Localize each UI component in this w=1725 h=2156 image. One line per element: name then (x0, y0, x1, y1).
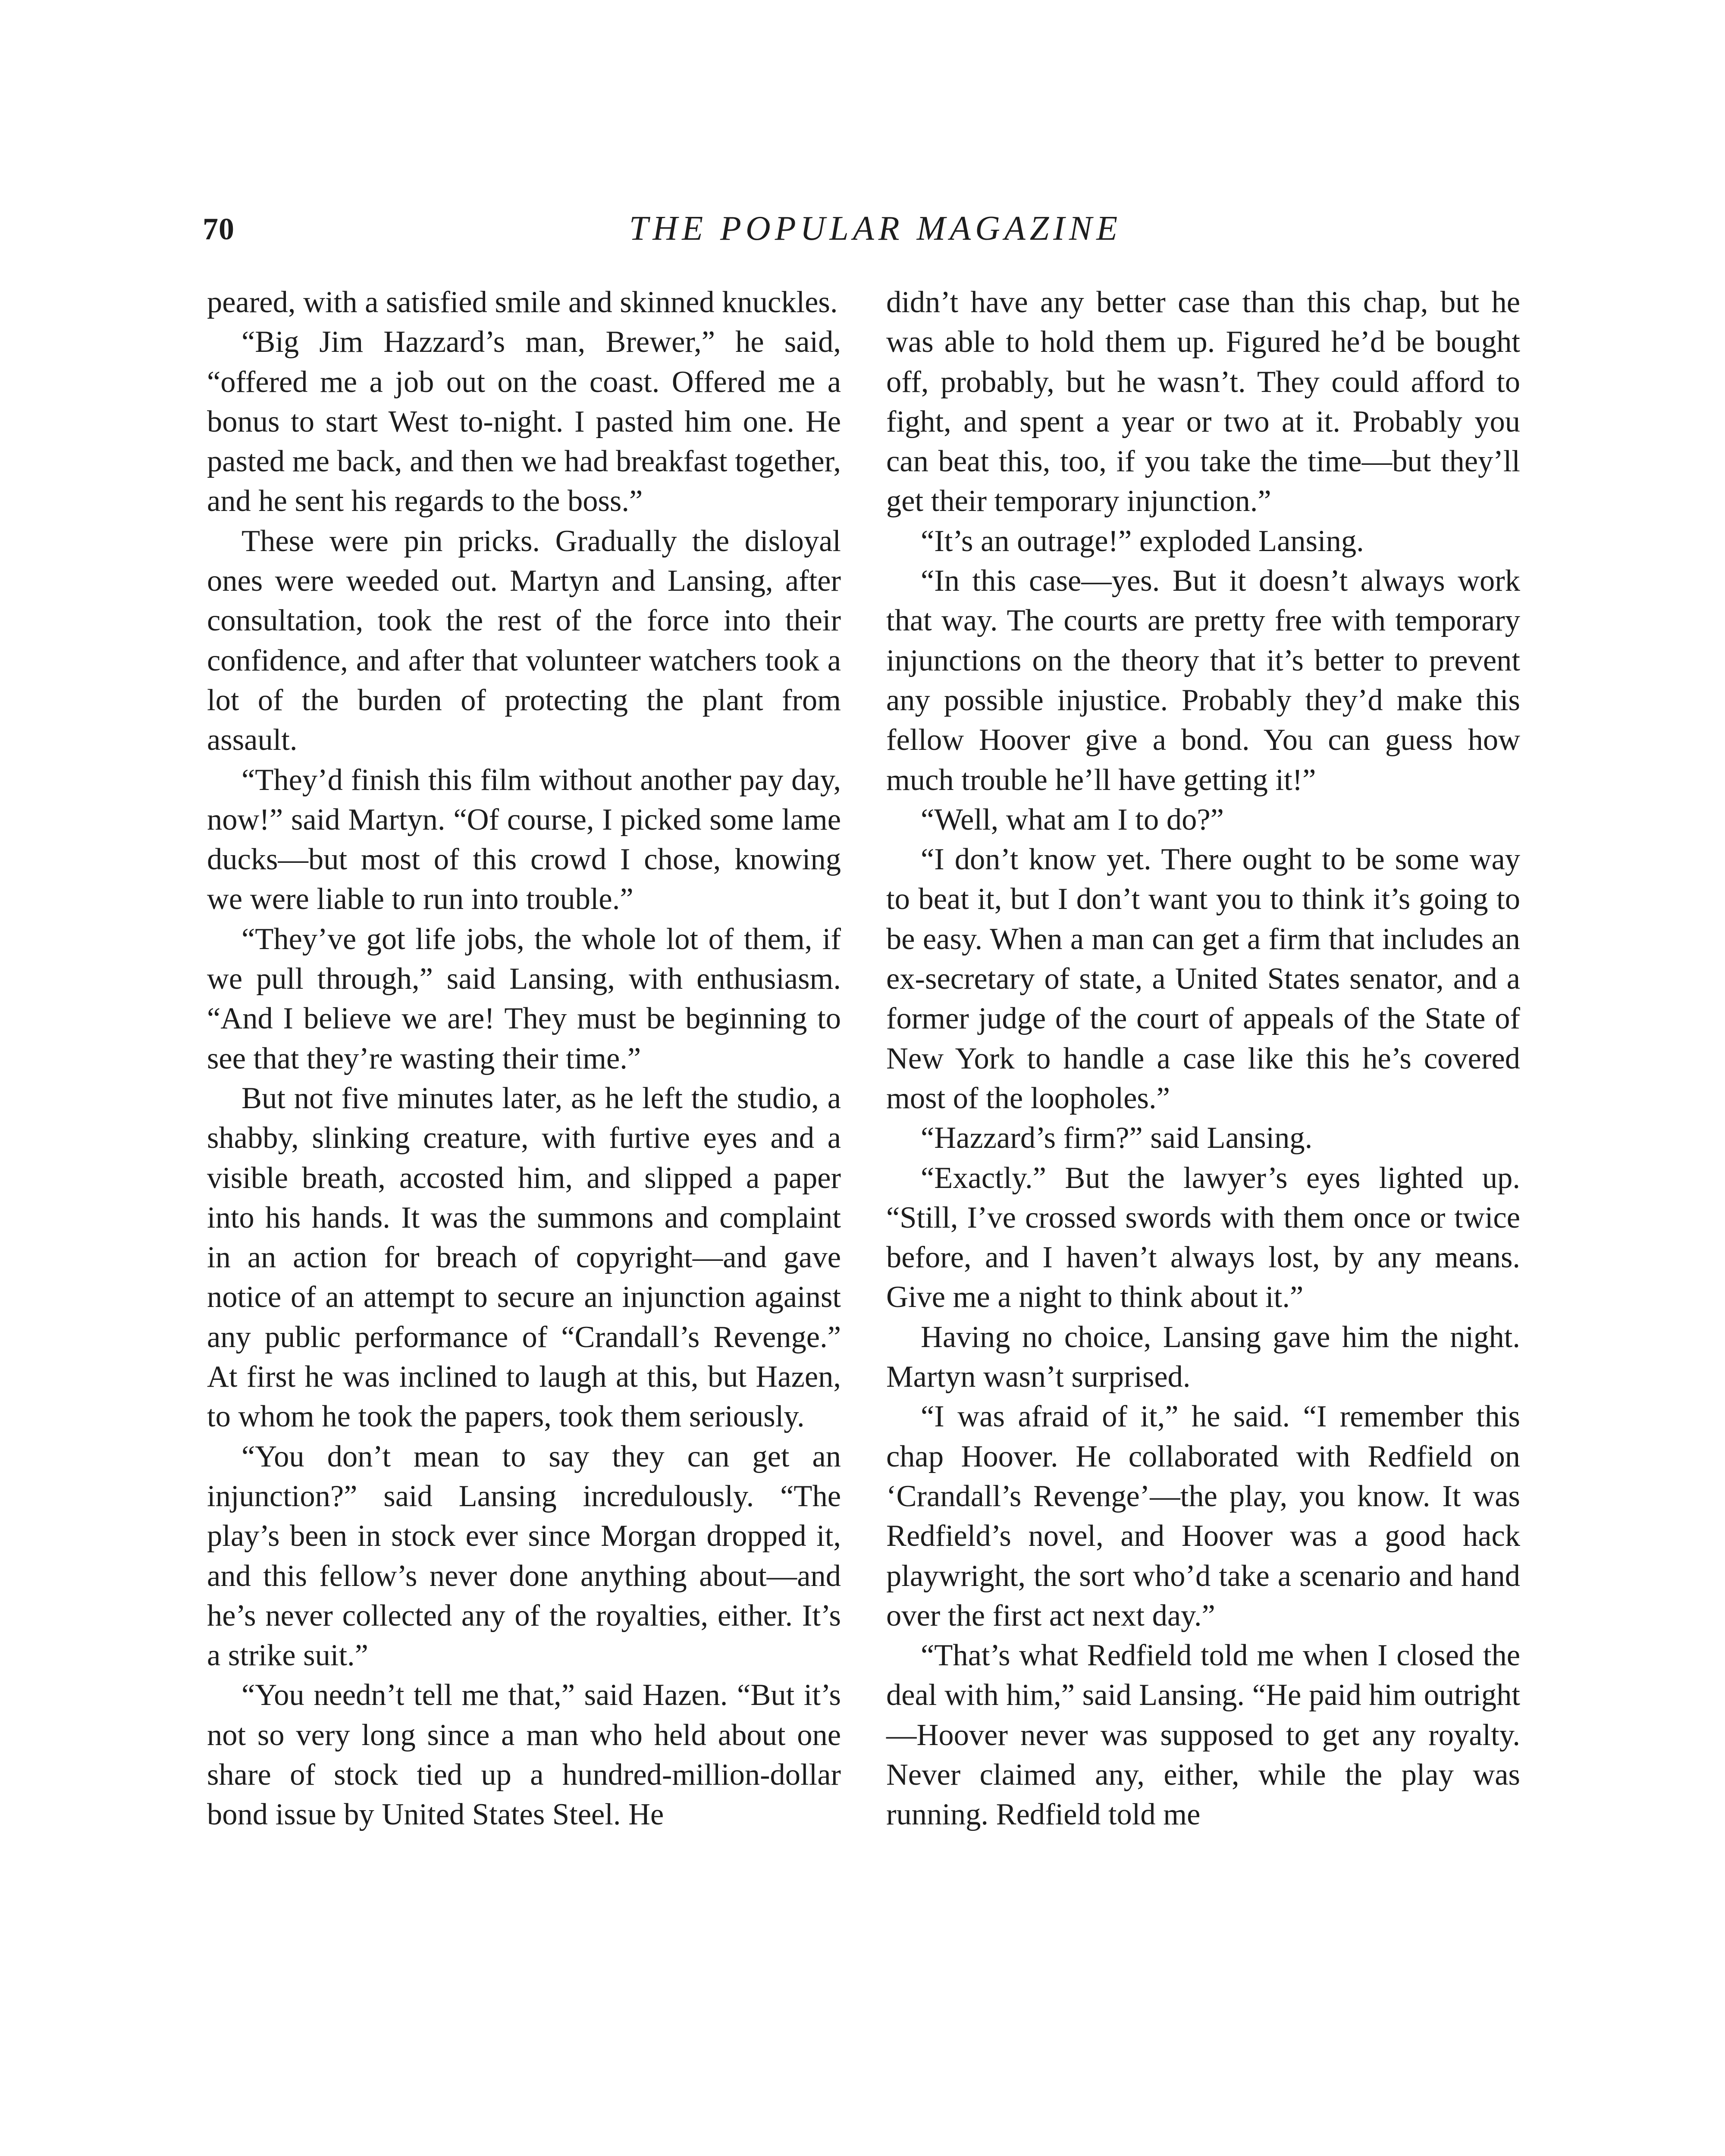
paragraph: “It’s an outrage!” exploded Lansing. (921, 524, 1364, 558)
paragraph: “Hazzard’s firm?” said Lansing. (921, 1121, 1313, 1155)
paragraph: peared, with a satisfied smile and skinned knuckles. (207, 285, 838, 319)
paragraph: “Well, what am I to do?” (921, 802, 1224, 837)
page-number: 70 (203, 212, 235, 246)
paragraph: “That’s what Redfield told me when I closed the deal with him,” said Lansing. “He paid him outright—Hoover never was supposed to get any royalty. Never claimed any, either, while the play was running. Redfield told me (886, 1639, 1520, 1832)
paragraph: “In this case—yes. But it doesn’t always work that way. The courts are pretty free with temporary injunctions on the theory that it’s better to prevent any possible injustice. Probably they’d make this fellow Hoover give a bond. You can guess how much trouble he’ll have getting it!” (886, 564, 1520, 797)
paragraph: “Exactly.” But the lawyer’s eyes lighted up. “Still, I’ve crossed swords with them once or twice before, and I haven’t always lost, by any means. Give me a night to think about it.” (886, 1161, 1520, 1314)
paragraph: “I was afraid of it,” he said. “I remember this chap Hoover. He collaborated with Redfield on ‘Crandall’s Revenge’—the play, you know. It was Redfield’s novel, and Hoover was a good hack playwright, the sort who’d take a scenario and hand over the first act next day.” (886, 1400, 1520, 1633)
paragraph: “Big Jim Hazzard’s man, Brewer,” he said, “offered me a job out on the coast. Offered me a bonus to start West to-night. I pasted him one. He pasted me back, and then we had breakfast together, and he sent his regards to the boss.” (207, 325, 841, 518)
paragraph: “They’ve got life jobs, the whole lot of them, if we pull through,” said Lansing, with enthusiasm. “And I believe we are! They must be beginning to see that they’re wasting their time.” (207, 922, 841, 1075)
paragraph: didn’t have any better case than this chap, but he was able to hold them up. Figured he’d be bought off, probably, but he wasn’t. They could afford to fight, and spent a year or two at it. Probably you can beat this, too, if you take the time—but they’ll get their temporary injunction.” (886, 285, 1520, 518)
paragraph: “They’d finish this film without another pay day, now!” said Martyn. “Of course, I picked some lame ducks—but most of this crowd I chose, knowing we were liable to run into trouble.” (207, 763, 841, 916)
running-head: THE POPULAR MAGAZINE (629, 210, 1122, 248)
paragraph: “I don’t know yet. There ought to be some way to beat it, but I don’t want you to think it’s going to be easy. When a man can get a firm that includes an ex-secretary of state, a United States senator, and a former judge of the court of appeals of the State of New York to handle a case like this he’s covered most of the loopholes.” (886, 843, 1520, 1115)
paragraph: “You needn’t tell me that,” said Hazen. “But it’s not so very long since a man who held about one share of stock tied up a hundred-million-dollar bond issue by United States Steel. He (207, 1678, 841, 1832)
paragraph: But not five minutes later, as he left the studio, a shabby, slinking creature, with furtive eyes and a visible breath, accosted him, and slipped a paper into his hands. It was the summons and complaint in an action for breach of copyright—and gave notice of an attempt to secure an injunction against any public performance of “Crandall’s Revenge.” At first he was inclined to laugh at this, but Hazen, to whom he took the papers, took them seriously. (207, 1081, 841, 1434)
left-column (207, 282, 841, 1835)
paragraph: “You don’t mean to say they can get an injunction?” said Lansing incredulously. “The play’s been in stock ever since Morgan dropped it, and this fellow’s never done anything about—and he’s never collected any of the royalties, either. It’s a strike suit.” (207, 1439, 841, 1673)
paragraph: These were pin pricks. Gradually the disloyal ones were weeded out. Martyn and Lansing, after consultation, took the rest of the force into their confidence, and after that volunteer watchers took a lot of the burden of protecting the plant from assault. (207, 524, 841, 757)
paragraph: Having no choice, Lansing gave him the night. Martyn wasn’t surprised. (886, 1320, 1520, 1394)
right-column (886, 282, 1520, 1835)
